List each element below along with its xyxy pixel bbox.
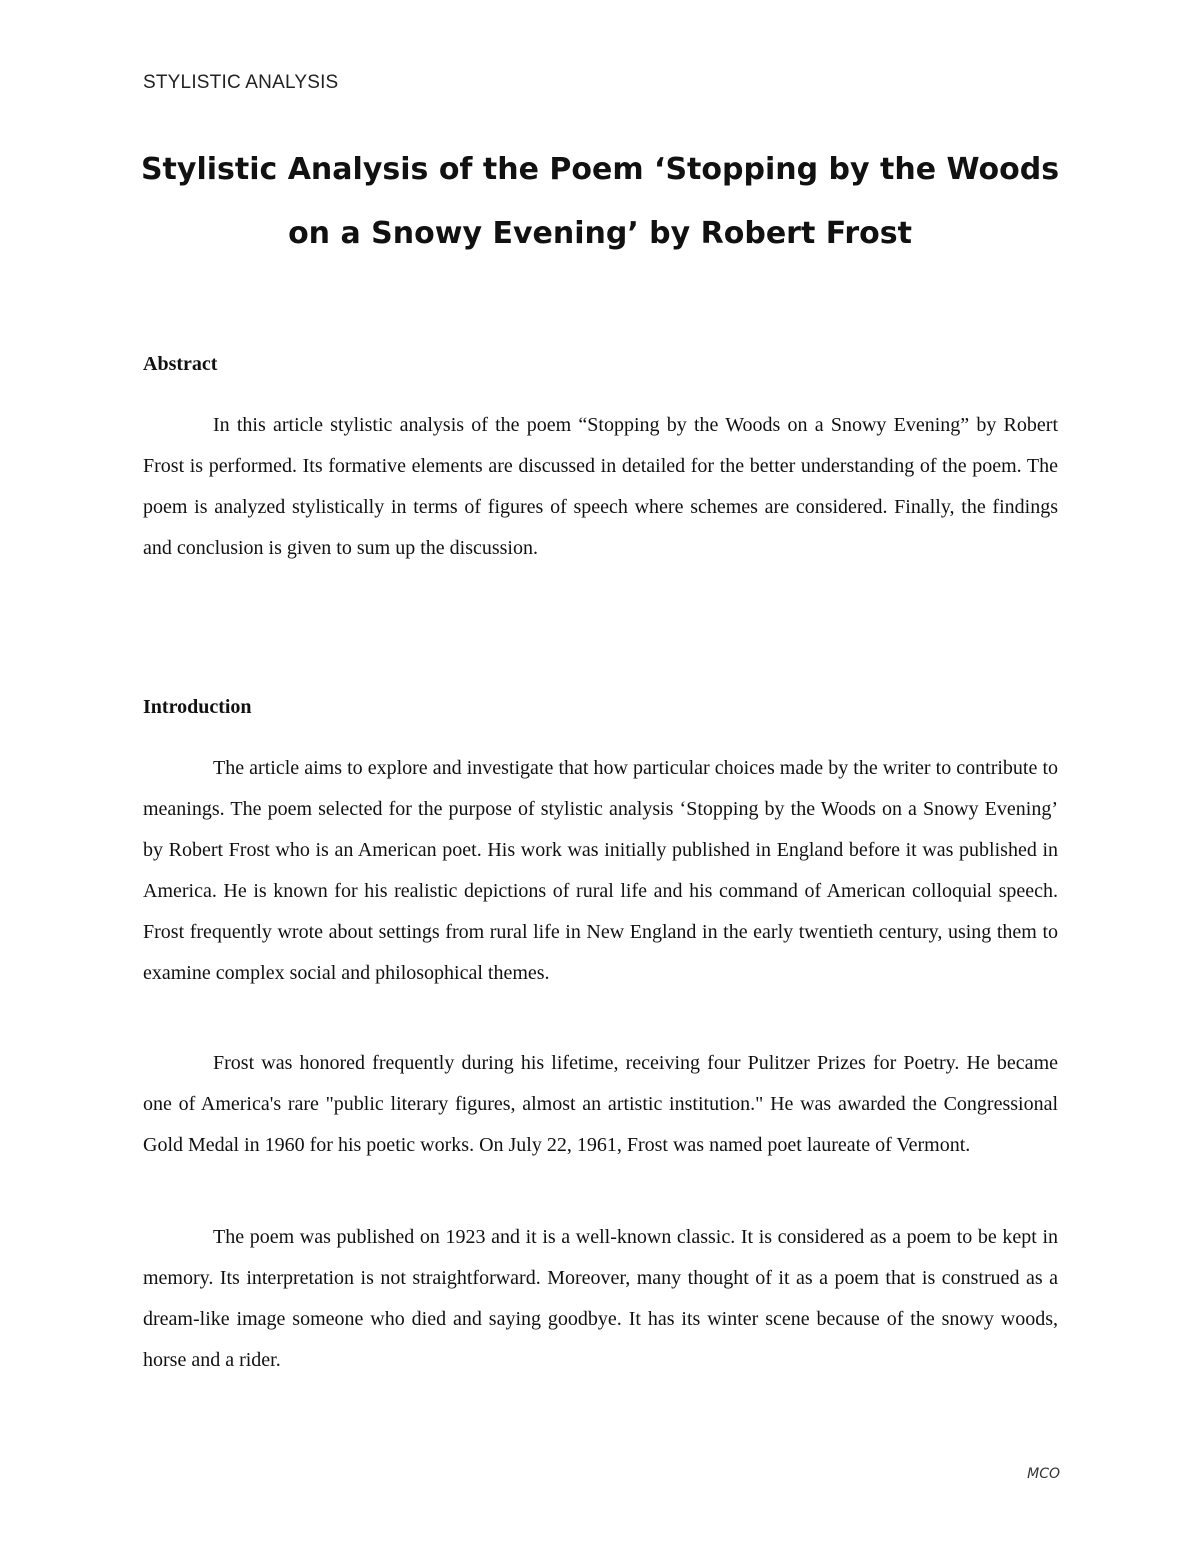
introduction-paragraph-1: The article aims to explore and investigate that how particular choices made by the writer to contribute to meanings. The poem selected for the purpose of stylistic analysis ‘Stopping by the Woods on a Snowy Evening’ by Robert Frost who is an American poet. His work was initially published in England before it was published in America. He is known for his realistic depictions of rural life and his command of American colloquial speech. Frost frequently wrote about settings from rural life in New England in the early twentieth century, using them to examine complex social and philosophical themes. xyxy=(143,757,1058,984)
abstract-paragraph: In this article stylistic analysis of the poem “Stopping by the Woods on a Snowy Evening” by Robert Frost is performed. Its formative elements are discussed in detailed for the better understanding of the poem. The poem is analyzed stylistically in terms of figures of speech where schemes are considered. Finally, the findings and conclusion is given to sum up the discussion. xyxy=(143,414,1058,559)
abstract-heading: Abstract xyxy=(143,353,218,375)
running-header: STYLISTIC ANALYSIS xyxy=(143,72,339,93)
introduction-paragraph-3: The poem was published on 1923 and it is a well-known classic. It is considered as a poem to be kept in memory. Its interpretation is not straightforward. Moreover, many thought of it as a poem that is construed as a dream-like image someone who died and saying goodbye. It has its winter scene because of the snowy woods, horse and a rider. xyxy=(143,1226,1058,1371)
footer-initials: MCO xyxy=(1027,1466,1060,1482)
introduction-paragraph-2: Frost was honored frequently during his lifetime, receiving four Pulitzer Prizes for Poetry. He became one of America's rare "public literary figures, almost an artistic institution." He was awarded the Congressional Gold Medal in 1960 for his poetic works. On July 22, 1961, Frost was named poet laureate of Vermont. xyxy=(143,1052,1058,1156)
document-title: Stylistic Analysis of the Poem ‘Stopping by the Woods on a Snowy Evening’ by Robert Frost xyxy=(140,152,1060,251)
introduction-heading: Introduction xyxy=(143,696,252,718)
